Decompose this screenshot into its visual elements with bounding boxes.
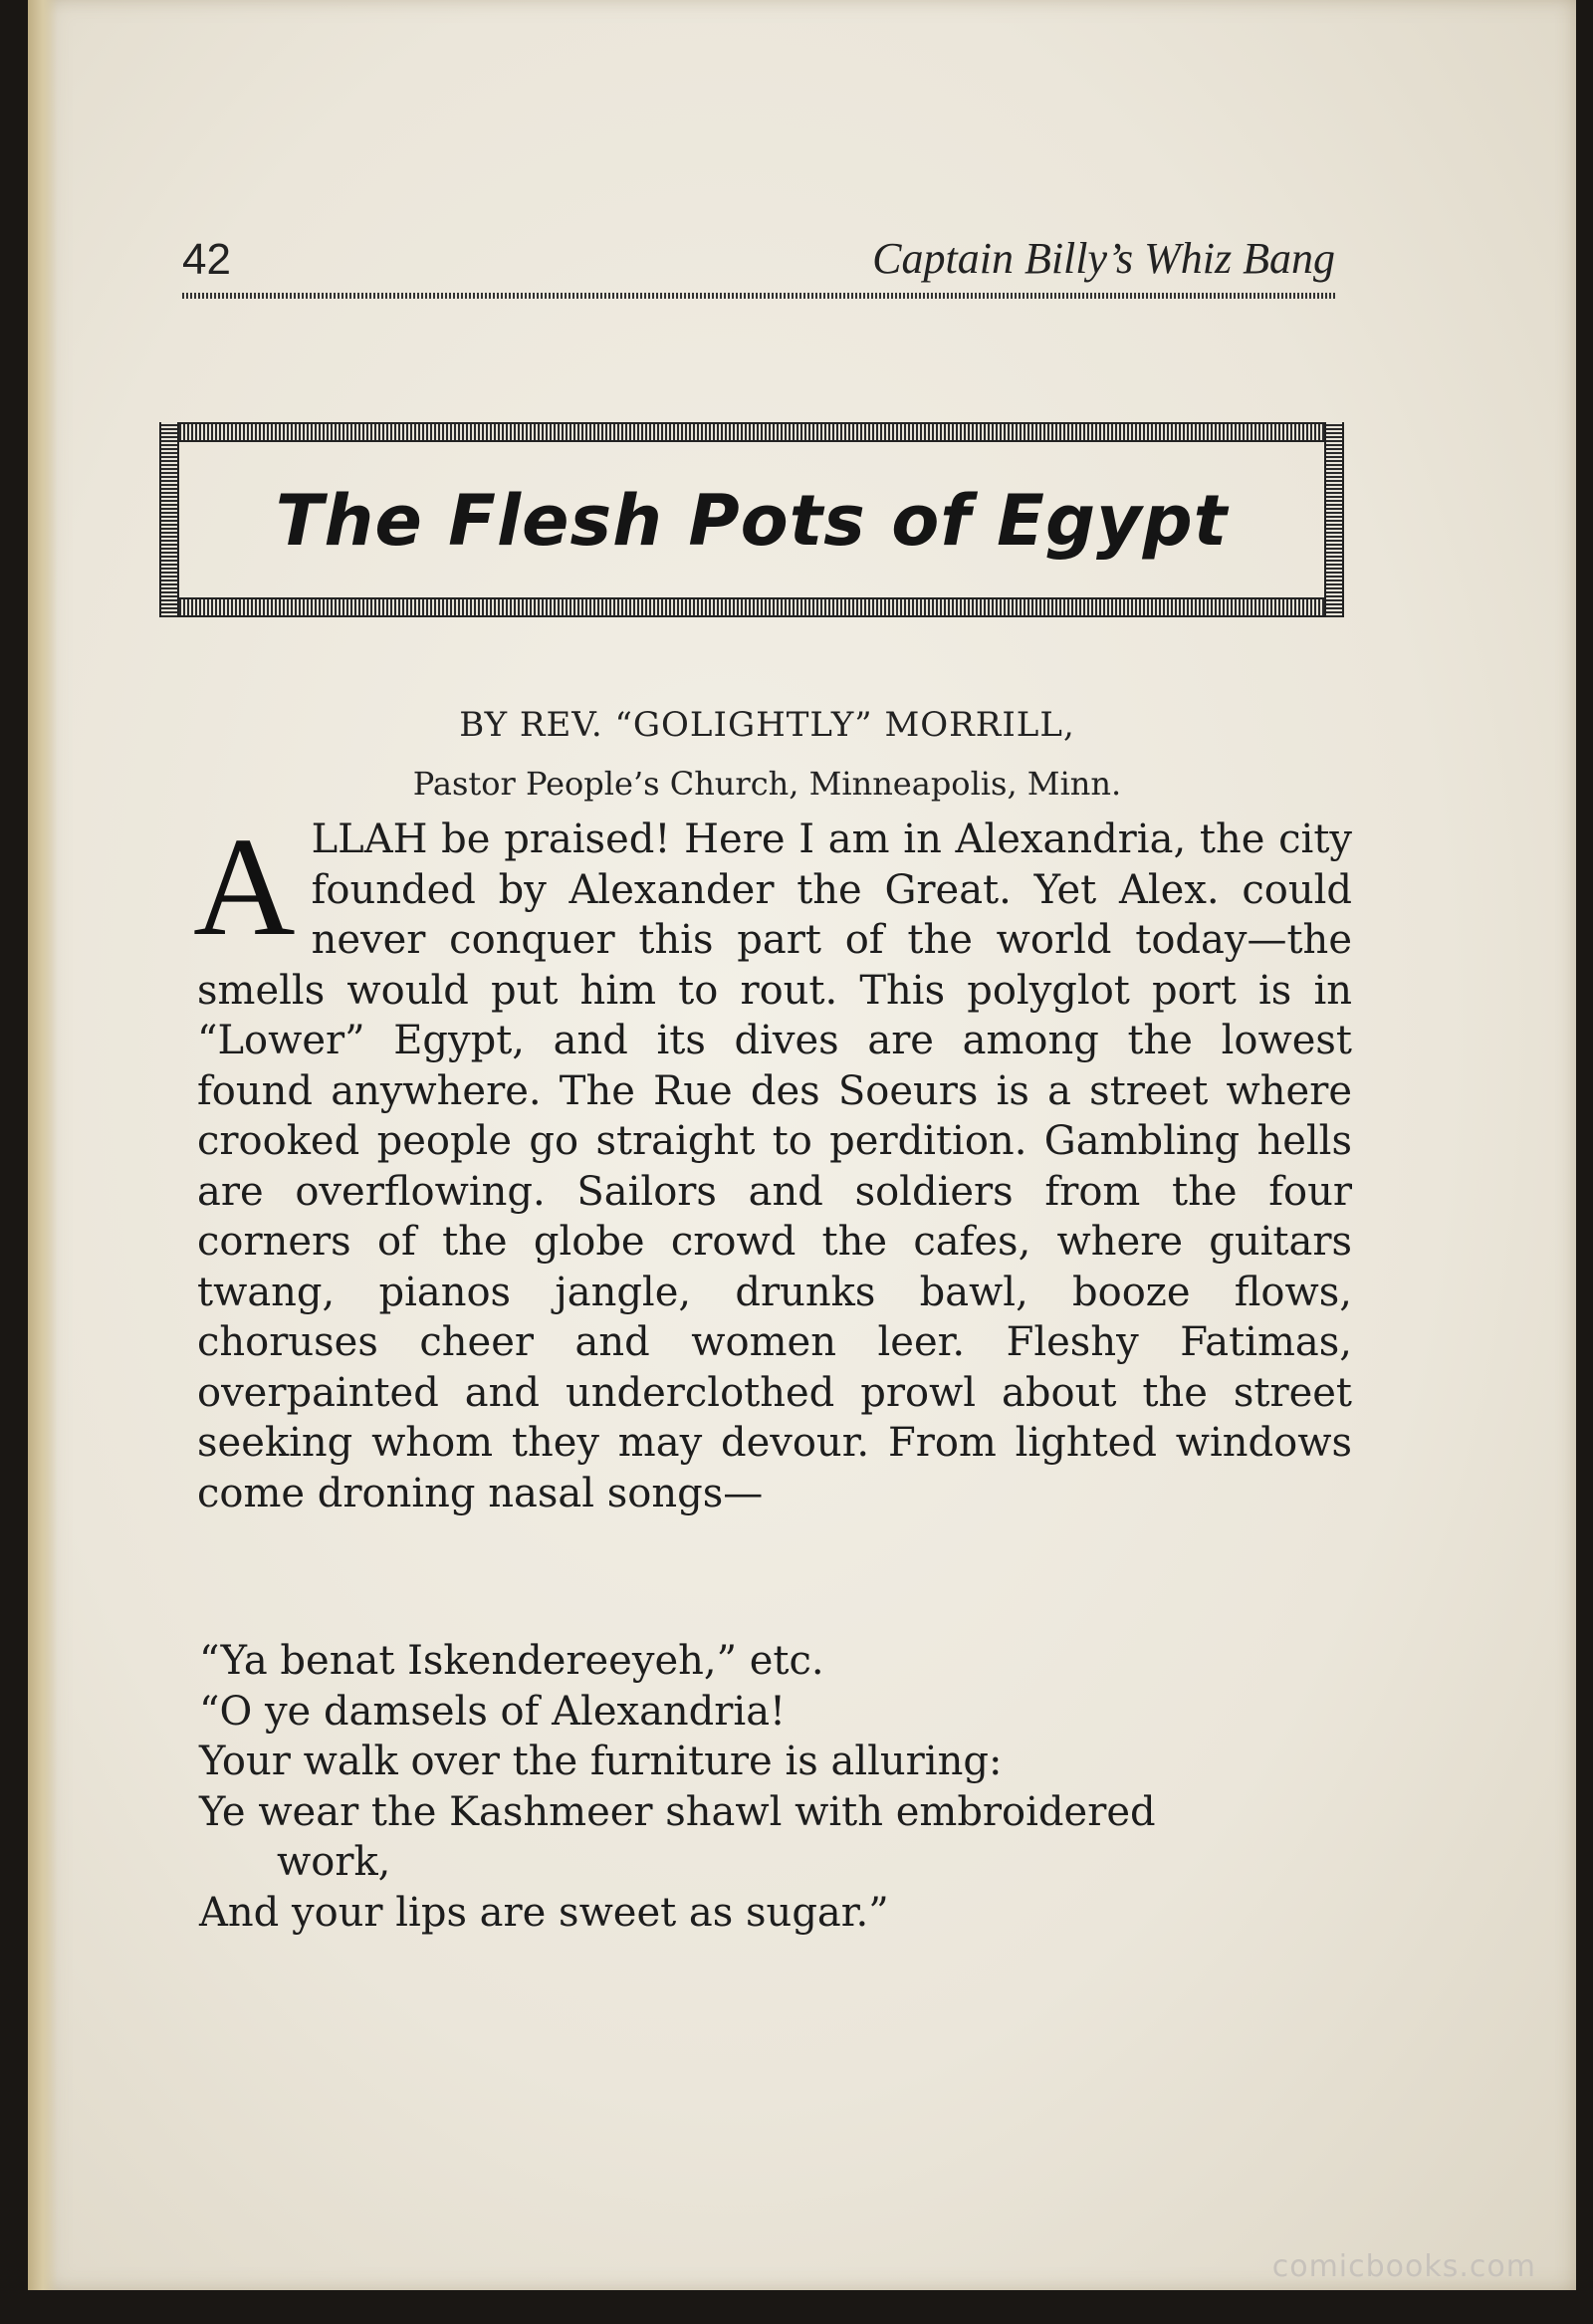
article-title: The Flesh Pots of Egypt [275,480,1229,562]
title-frame-bottom [159,597,1344,617]
song-verse [199,1636,1354,1938]
verse-line: Ye wear the Kashmeer shawl with embroidered [199,1788,1156,1835]
page-number: 42 [182,235,231,284]
verse-line: Your walk over the furniture is alluring: [199,1739,1003,1784]
verse-line: And your lips are sweet as sugar.” [199,1889,889,1936]
scan-border [0,2290,1593,2324]
verse-line: “O ye damsels of Alexandria! [199,1688,787,1735]
magazine-page [28,0,1576,2290]
drop-cap: A [193,808,296,965]
paragraph-text: LLAH be praised! Here I am in Alexandria, the city founded by Alexander the Great. Yet Alex. could never conquer this part of the world today—the smells would put him to rout. This polyglot port is in “Lower” Egypt, and its dives are among the lowest found anywhere. The Rue des Soeurs is a street where crooked people go straight to perdition. Gambling hells are overflowing. Sailors and soldiers from the four corners of the globe crowd the cafes, where guitars twang, pianos jangle, drunks bawl, booze flows, choruses cheer and women leer. Fleshy Fatimas, overpainted and underclothed prowl about the street seeking whom they may devour. From lighted windows come droning nasal songs— [197,816,1352,1516]
title-frame [159,422,1344,617]
site-watermark: comicbooks.com [1271,2249,1536,2284]
running-title: Captain Billy’s Whiz Bang [872,234,1335,283]
title-frame-top [159,422,1344,442]
header-rule [182,293,1335,299]
page-header [152,231,1335,295]
page-spine [28,0,58,2290]
article-author: BY REV. “GOLIGHTLY” MORRILL, [459,705,1075,745]
author-affiliation: Pastor People’s Church, Minneapolis, Minn. [412,765,1122,803]
verse-line: work, [277,1839,391,1885]
article-paragraph [193,808,1352,1518]
verse-line: “Ya benat Iskendereeyeh,” etc. [199,1638,824,1684]
